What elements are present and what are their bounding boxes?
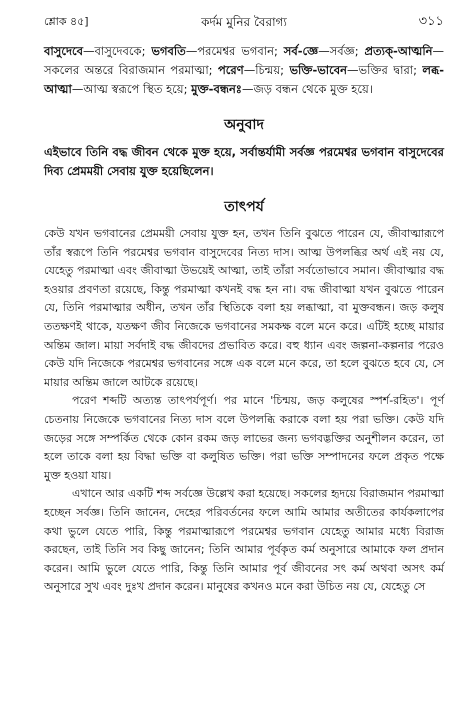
- purport-paragraph: এখানে আর একটি শব্দ সর্বজ্ঞে উল্লেখ করা হয়েছে। সকলের হৃদয়ে বিরাজমান পরমাত্মা হচ্ছেন সর্বজ্ঞ। তিনি জানেন, দেহের পরিবর্তনের ফলে আমি আমার অতীতের কার্যকলাপের কথা ভুলে যেতে পারি, কিন্তু পরমাত্মারূপে পরমেশ্বর ভগবান যেহেতু আমার মধ্যে বিরাজ করছেন, তাই তিনি সব কিছু জানেন; তিনি আমার পূর্বকৃত কর্ম অনুসারে আমাকে ফল প্রদান করেন। আমি ভুলে যেতে পারি, কিন্তু তিনি আমার পূর্ব জীবনের সৎ কর্ম অথবা অসৎ কর্ম অনুসারে সুখ এবং দুঃখ প্রদান করেন। মানুষের কখনও মনে করা উচিত নয় যে, যেহেতু সে: [44, 487, 444, 594]
- synonym-meaning: — সর্বজ্ঞ;: [318, 44, 364, 58]
- synonyms-block: [44, 42, 444, 99]
- synonym-meaning: — সকলের অন্তরে বিরাজমান পরমাত্মা;: [44, 44, 444, 77]
- chapter-title: কর্দম মুনির বৈরাগ্য: [201, 15, 287, 29]
- synonym-meaning: — আত্ম স্বরূপে স্থিত হয়ে;: [72, 82, 191, 96]
- purport-heading: তাৎপর্য: [224, 199, 264, 215]
- verse-reference: শ্লোক ৪৫]: [44, 15, 89, 28]
- translation-text: এইভাবে তিনি বদ্ধ জীবন থেকে মুক্ত হয়ে, সর্বান্তর্যামী সর্বজ্ঞ পরমেশ্বর ভগবান বাসুদেবের দিব্য প্রেমময়ী সেবায় যুক্ত হয়েছিলেন।: [44, 145, 444, 178]
- synonym-meaning: — জড় বন্ধন থেকে মুক্ত হয়ে।: [242, 82, 373, 96]
- purport-body: [44, 225, 444, 597]
- purport-paragraph: পরেণ শব্দটি অত্যন্ত তাৎপর্যপূর্ণ। পর মানে 'চিন্ময়, জড় কলুষের স্পর্শ-রহিত'। পূর্ণ চেতনায় নিজেকে ভগবানের নিত্য দাস বলে উপলব্ধি করাকে বলা হয় পরা ভক্তি। কেউ যদি জড়ের সঙ্গে সম্পর্কিত থেকে কোন রকম জড় লাভের জন্য ভগবদ্ভক্তির অনুশীলন করেন, তা হলে তাকে বলা হয় বিদ্ধা ভক্তি বা কলুষিত ভক্তি। পরা ভক্তি সম্পাদনের ফলে প্রকৃত পক্ষে মুক্ত হওয়া যায়।: [44, 394, 444, 482]
- purport-paragraph: কেউ যখন ভগবানের প্রেমময়ী সেবায় যুক্ত হন, তখন তিনি বুঝতে পারেন যে, জীবাত্মারূপে তাঁর স্বরূপে তিনি পরমেশ্বর ভগবান বাসুদেবের নিত্য দাস। আত্ম উপলব্ধির অর্থ এই নয় যে, যেহেতু পরমাত্মা এবং জীবাত্মা উভয়েই আত্মা, তাই তাঁরা সর্বতোভাবে সমান। জীবাত্মার বদ্ধ হওয়ার প্রবণতা রয়েছে, কিন্তু পরমাত্মা কখনই বদ্ধ হন না। বদ্ধ জীবাত্মা যখন বুঝতে পারেন যে, তিনি পরমাত্মার অধীন, তখন তাঁর স্থিতিকে বলা হয় লব্ধাত্মা, বা মুক্তবন্ধন। জড় কলুষ ততক্ষণই থাকে, যতক্ষণ জীব নিজেকে ভগবানের সমকক্ষ বলে মনে করে। এটিই হচ্ছে মায়ার অন্তিম জাল। মায়া সর্বদাই বদ্ধ জীবদের প্রভাবিত করে। বহু ধ্যান এবং জল্পনা-কল্পনার পরেও কেউ যদি নিজেকে পরমেশ্বর ভগবানের সঙ্গে এক বলে মনে করে, তা হলে বুঝতে হবে যে, সে মায়ার অন্তিম জালে আটকে রয়েছে।: [44, 227, 444, 389]
- synonym-meaning: — ভক্তির দ্বারা;: [347, 63, 422, 77]
- synonym-meaning: — পরমেশ্বর ভগবান;: [186, 44, 284, 58]
- synonym-term: প্রত্যক্-আত্মনি: [364, 44, 433, 58]
- page-number: ৩১১: [418, 14, 444, 29]
- synonym-term: ভক্তি-ভাবেন: [289, 63, 348, 77]
- synonym-term: পরেণ: [217, 63, 244, 77]
- synonym-term: লব্ধ-আত্মা: [44, 63, 444, 96]
- synonym-term: মুক্ত-বন্ধনঃ: [191, 82, 242, 96]
- running-header: [44, 10, 444, 34]
- synonym-meaning: — চিন্ময়;: [244, 63, 290, 77]
- translation-heading: অনুবাদ: [224, 117, 264, 133]
- page: [44, 10, 444, 720]
- synonym-term: সর্ব-জ্ঞে: [283, 44, 319, 58]
- synonym-meaning: — বাসুদেবকে;: [83, 44, 151, 58]
- synonym-term: ভগবতি: [151, 44, 186, 58]
- synonym-term: বাসুদেবে: [44, 44, 84, 58]
